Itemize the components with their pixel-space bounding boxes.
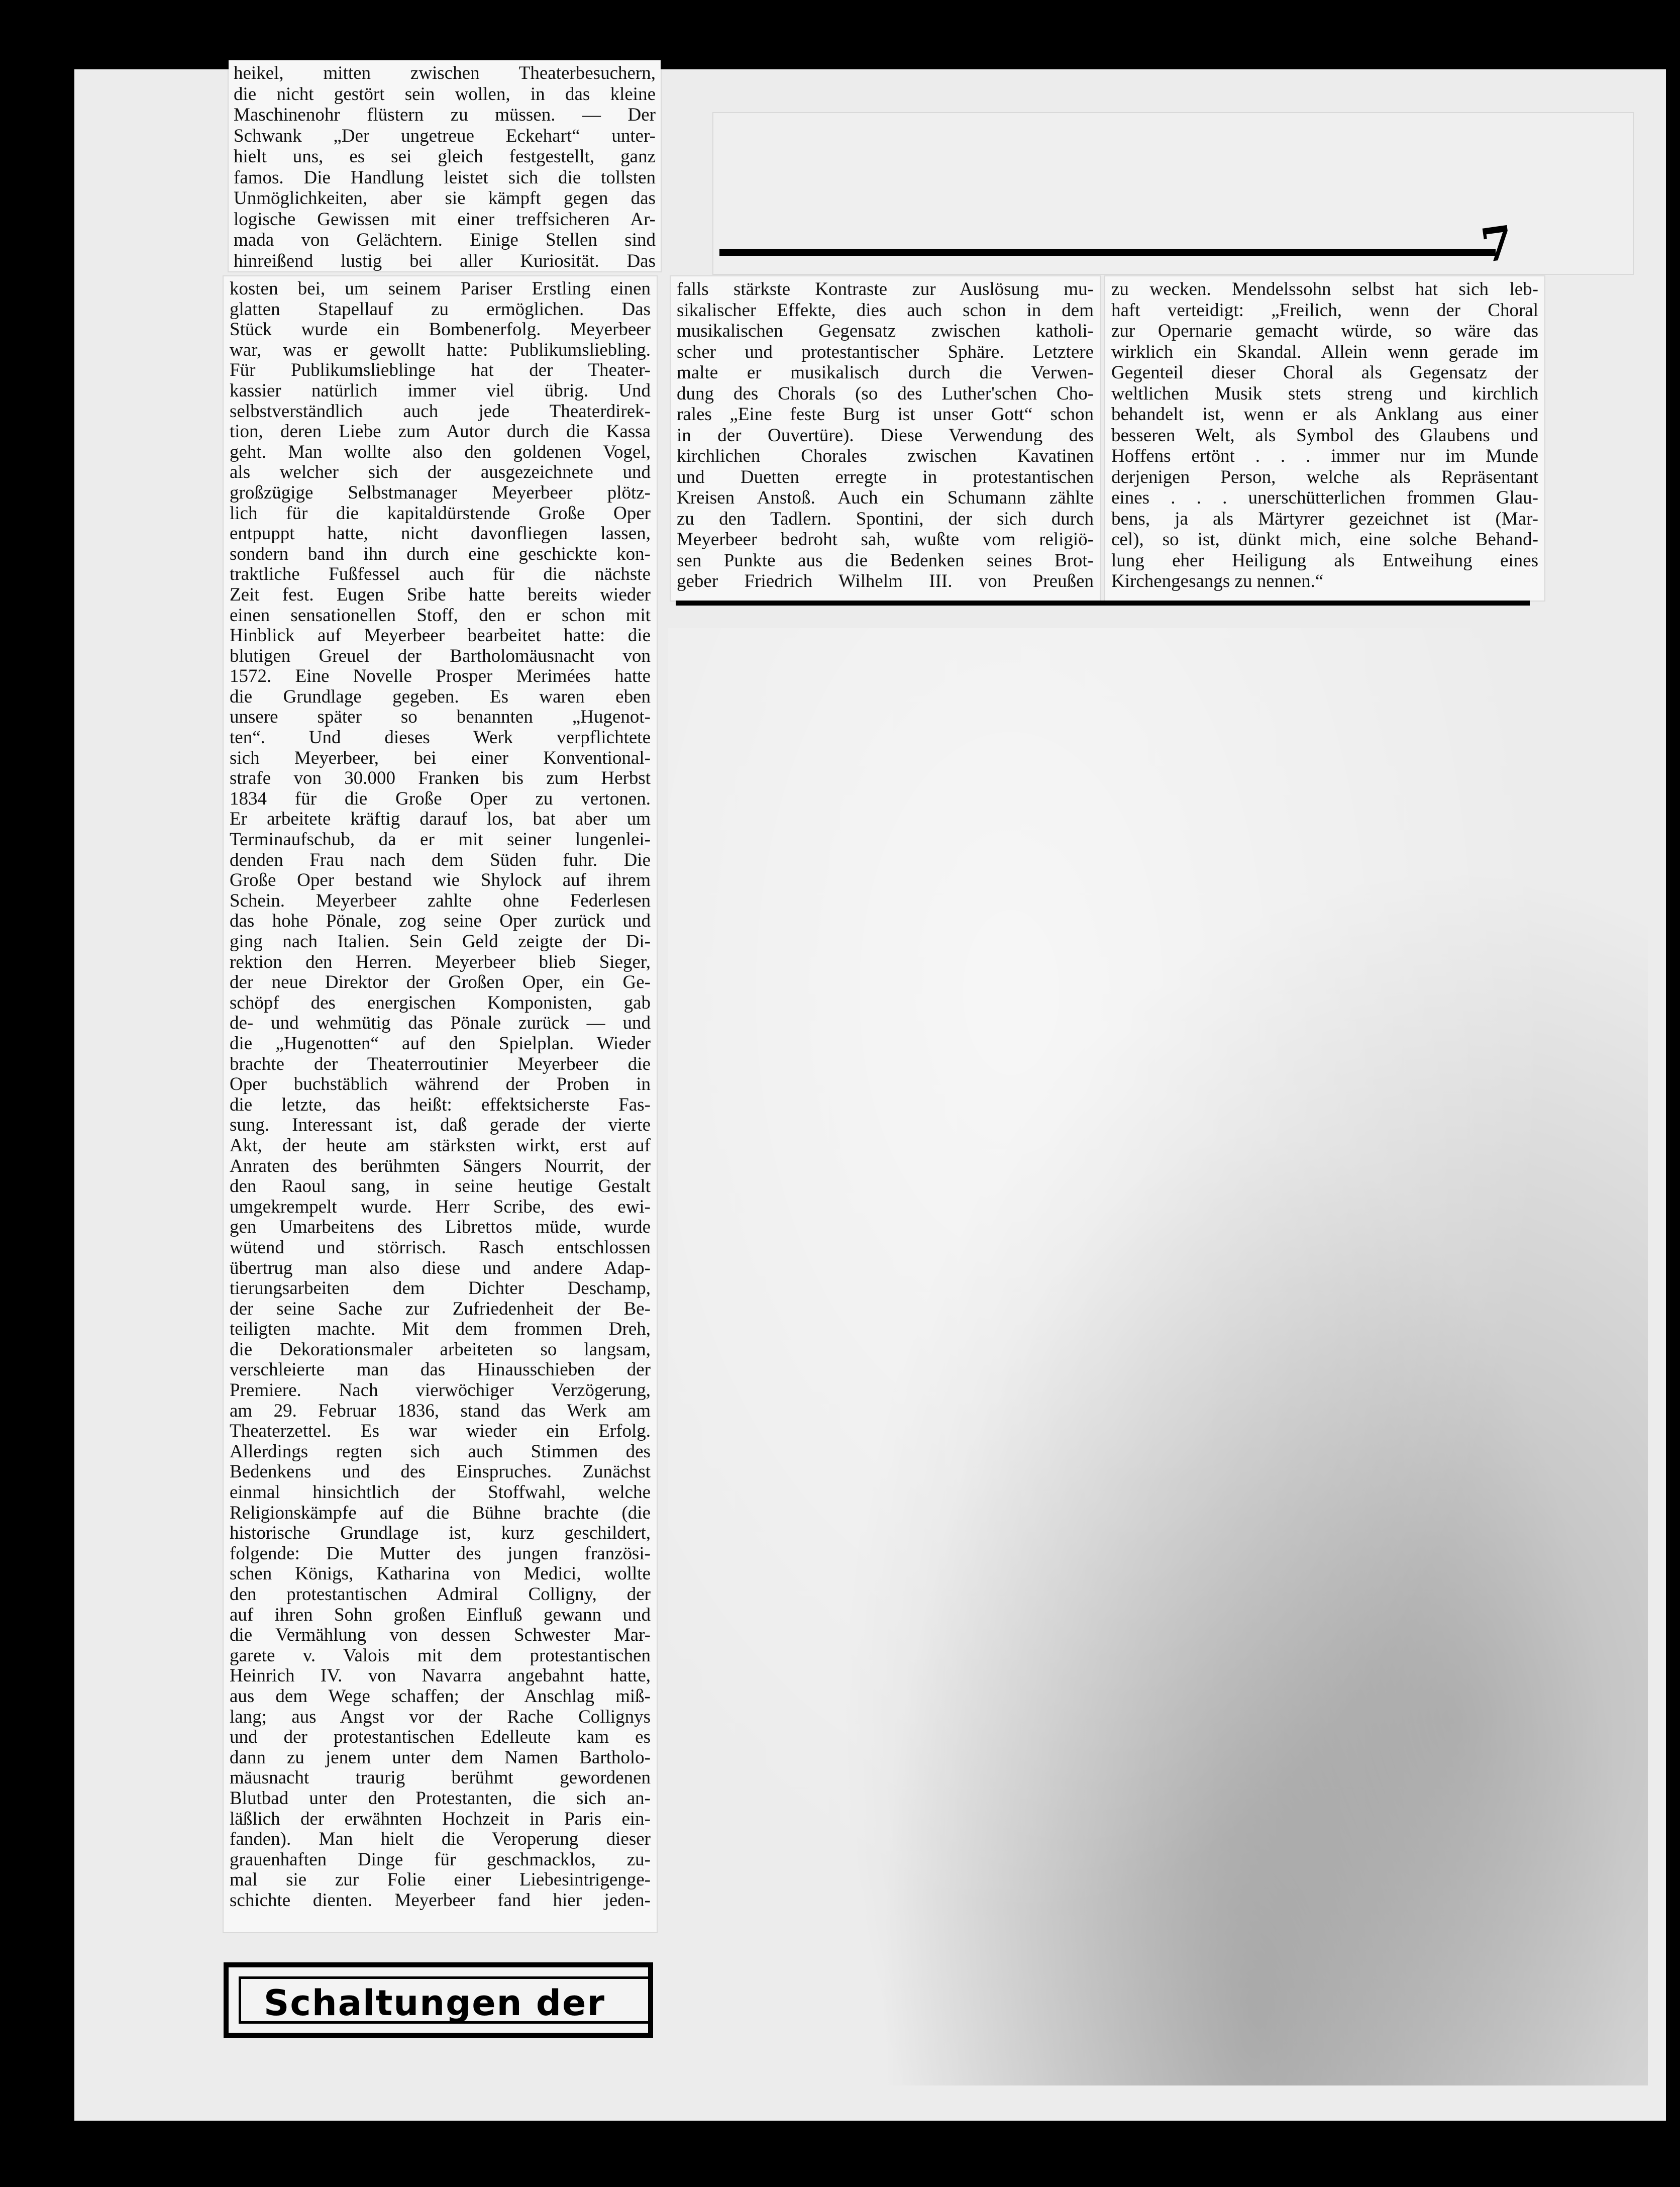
text-line: Zeit fest. Eugen Sribe hatte bereits wieder (230, 584, 651, 605)
text-line: teiligten machte. Mit dem frommen Dreh, (230, 1319, 651, 1340)
text-line: Kirchengesangs zu nennen.“ (1111, 571, 1324, 591)
text-line: wütend und störrisch. Rasch entschlossen (230, 1237, 651, 1258)
text-line: Allerdings regten sich auch Stimmen des (230, 1441, 651, 1462)
text-line: sondern band ihn durch eine geschickte kon- (230, 544, 651, 564)
text-line: Meyerbeer bedroht sah, wußte vom religiö- (677, 529, 1094, 550)
text-line: unsere später so benannten „Hugenot- (230, 707, 651, 728)
text-line: kirchlichen Chorales zwischen Kavatinen (677, 446, 1094, 466)
text-line: dann zu jenem unter dem Namen Bartholo- (230, 1747, 651, 1768)
header-rule (719, 249, 1496, 256)
text-line: schichte dienten. Meyerbeer fand hier jeden- (230, 1890, 651, 1911)
text-line: aus dem Wege schaffen; der Anschlag miß- (230, 1686, 651, 1707)
text-line: geht. Man wollte also den goldenen Vogel, (230, 442, 651, 462)
text-line: läßlich der erwähnten Hochzeit in Paris ein- (230, 1809, 651, 1829)
text-line: Terminaufschub, da er mit seiner lungenlei- (230, 830, 651, 850)
text-line: Für Publikumslieblinge hat der Theater- (230, 360, 651, 381)
article-column-right (1105, 276, 1544, 601)
text-line: hielt uns, es sei gleich festgestellt, ganz (234, 146, 656, 167)
text-line: und der protestantischen Edelleute kam es (230, 1727, 651, 1748)
text-line: kassier natürlich immer viel übrig. Und (230, 380, 651, 401)
text-line: famos. Die Handlung leistet sich die tollsten (234, 167, 656, 188)
text-line: selbstverständlich auch jede Theaterdirek- (230, 401, 651, 422)
column-bottom-rule (676, 601, 1530, 606)
text-line: traktliche Fußfessel auch für die nächste (230, 564, 651, 585)
text-line: gen Umarbeitens des Librettos müde, wurde (230, 1217, 651, 1238)
text-line: großzügige Selbstmanager Meyerbeer plötz- (230, 482, 651, 503)
text-line: tierungsarbeiten dem Dichter Deschamp, (230, 1278, 651, 1299)
text-line: auf ihren Sohn großen Einfluß gewann und (230, 1605, 651, 1625)
text-line: übertrug man also diese und andere Adap- (230, 1258, 651, 1278)
text-line: besseren Welt, als Symbol des Glaubens und (1111, 425, 1538, 446)
text-line: garete v. Valois mit dem protestantischen (230, 1645, 651, 1666)
text-line: und Duetten erregte in protestantischen (677, 466, 1094, 487)
text-line: am 29. Februar 1836, stand das Werk am (230, 1401, 651, 1421)
text-line: denden Frau nach dem Süden fuhr. Die (230, 850, 651, 870)
text-line: die nicht gestört sein wollen, in das kleine (234, 83, 656, 105)
article-column-middle (671, 276, 1100, 601)
text-line: 1834 für die Große Oper zu vertonen. (230, 788, 651, 809)
page-number: 7 (1477, 215, 1517, 273)
text-line: umgekrempelt wurde. Herr Scribe, des ewi- (230, 1197, 651, 1217)
text-line: wirklich ein Skandal. Allein wenn gerade im (1111, 341, 1538, 362)
text-line: in der Ouvertüre). Diese Verwendung des (677, 425, 1094, 446)
text-line: grauenhaften Dinge für geschmacklos, zu- (230, 1849, 651, 1870)
text-line: fanden). Man hielt die Veroperung dieser (230, 1829, 651, 1850)
text-line: einen sensationellen Stoff, den er schon mit (230, 605, 651, 626)
text-line: die „Hugenotten“ auf den Spielplan. Wieder (230, 1033, 651, 1054)
text-line: rektion den Herren. Meyerbeer blieb Sieger, (230, 952, 651, 972)
text-line: Unmöglichkeiten, aber sie kämpft gegen das (234, 188, 656, 209)
text-line: mal sie zur Folie einer Liebesintrigenge- (230, 1870, 651, 1891)
text-line: strafe von 30.000 Franken bis zum Herbst (230, 768, 651, 789)
text-line: Anraten des berühmten Sängers Nourrit, der (230, 1156, 651, 1176)
text-line: musikalischen Gegensatz zwischen katholi- (677, 321, 1094, 341)
text-line: Maschinenohr flüstern zu müssen. — Der (234, 105, 656, 125)
text-line: Oper buchstäblich während der Proben in (230, 1074, 651, 1095)
text-line: war, was er gewollt hatte: Publikumsliebling. (230, 340, 651, 360)
text-line: Bedenkens und des Einspruches. Zunächst (230, 1462, 651, 1482)
text-line: mäusnacht traurig berühmt gewordenen (230, 1768, 651, 1788)
text-line: Kreisen Anstoß. Auch ein Schumann zählte (677, 487, 1094, 508)
text-line: Stück wurde ein Bombenerfolg. Meyerbeer (230, 320, 651, 340)
paper-stain (668, 628, 1648, 2085)
text-line: kosten bei, um seinem Pariser Erstling einen (230, 279, 651, 299)
text-line: Schwank „Der ungetreue Eckehart“ unter- (234, 125, 656, 146)
text-line: die Dekorationsmaler arbeiteten so langsam, (230, 1339, 651, 1360)
text-line: die Grundlage gegeben. Es waren eben (230, 686, 651, 707)
text-line: als welcher sich der ausgezeichnete und (230, 462, 651, 483)
text-line: die Vermählung von dessen Schwester Mar- (230, 1625, 651, 1646)
text-line: bens, ja als Märtyrer gezeichnet ist (Mar- (1111, 508, 1538, 529)
section-banner (224, 1962, 653, 2038)
text-line: Premiere. Nach vierwöchiger Verzögerung, (230, 1380, 651, 1401)
text-line: den Raoul sang, in seine heutige Gestalt (230, 1176, 651, 1197)
text-line: hinreißend lustig bei aller Kuriosität. Das (234, 250, 656, 271)
text-line: mada von Gelächtern. Einige Stellen sind (234, 230, 656, 250)
text-line: verschleierte man das Hinausschieben der (230, 1360, 651, 1380)
text-line: Heinrich IV. von Navarra angebahnt hatte, (230, 1666, 651, 1686)
text-line: lung eher Heiligung als Entweihung eines (1111, 550, 1538, 571)
text-line: Gegenteil dieser Choral als Gegensatz der (1111, 362, 1538, 383)
text-line: ten“. Und dieses Werk verpflichtete (230, 728, 651, 748)
text-line: Schein. Meyerbeer zahlte ohne Federlesen (230, 890, 651, 911)
text-line: zu den Tadlern. Spontini, der sich durch (677, 508, 1094, 529)
text-line: sikalischer Effekte, dies auch schon in dem (677, 300, 1094, 321)
text-line: brachte der Theaterroutinier Meyerbeer die (230, 1054, 651, 1074)
text-line: der seine Sache zur Zufriedenheit der Be- (230, 1299, 651, 1319)
text-line: dung des Chorals (so des Luther'schen Cho- (677, 383, 1094, 404)
text-line: lich für die kapitaldürstende Große Oper (230, 503, 651, 524)
text-line: ging nach Italien. Sein Geld zeigte der Di- (230, 932, 651, 952)
text-line: zur Opernarie gemacht würde, so wäre das (1111, 321, 1538, 341)
text-line: schen Königs, Katharina von Medici, wollte (230, 1564, 651, 1584)
text-line: folgende: Die Mutter des jungen französi- (230, 1543, 651, 1564)
text-line: derjenigen Person, welche als Repräsentant (1111, 466, 1538, 487)
text-line: de- und wehmütig das Pönale zurück — und (230, 1013, 651, 1034)
text-line: schöpf des energischen Komponisten, gab (230, 992, 651, 1013)
text-line: sich Meyerbeer, bei einer Konventional- (230, 748, 651, 768)
text-line: entpuppt hatte, nicht davonfliegen lassen, (230, 524, 651, 544)
top-fragment (229, 60, 661, 271)
text-line: tion, deren Liebe zum Autor durch die Kassa (230, 422, 651, 442)
text-line: Akt, der heute am stärksten wirkt, erst auf (230, 1135, 651, 1156)
article-column-left (224, 276, 657, 1932)
text-line: cel), so ist, dünkt mich, eine solche Behand- (1111, 529, 1538, 550)
text-line: Blutbad unter den Protestanten, die sich an- (230, 1788, 651, 1809)
text-line: blutigen Greuel der Bartholomäusnacht von (230, 646, 651, 666)
text-line: zu wecken. Mendelssohn selbst hat sich leb- (1111, 279, 1538, 300)
text-line: Hinblick auf Meyerbeer bearbeitet hatte: die (230, 626, 651, 646)
text-line: Religionskämpfe auf die Bühne brachte (die (230, 1503, 651, 1523)
text-line: Hoffens ertönt . . . immer nur im Munde (1111, 446, 1538, 466)
text-line: 1572. Eine Novelle Prosper Merimées hatte (230, 666, 651, 687)
text-line: lang; aus Angst vor der Rache Collignys (230, 1707, 651, 1727)
text-line: Große Oper bestand wie Shylock auf ihrem (230, 870, 651, 891)
text-line: falls stärkste Kontraste zur Auslösung mu- (677, 279, 1094, 300)
text-line: haft verteidigt: „Freilich, wenn der Choral (1111, 300, 1538, 321)
text-line: das hohe Pönale, zog seine Oper zurück und (230, 911, 651, 932)
banner-title: Schaltungen der (264, 1982, 605, 2024)
text-line: die letzte, das heißt: effektsicherste Fas- (230, 1095, 651, 1115)
text-line: den protestantischen Admiral Colligny, der (230, 1584, 651, 1605)
text-line: weltlichen Musik stets streng und kirchlich (1111, 383, 1538, 404)
text-line: der neue Direktor der Großen Oper, ein Ge- (230, 972, 651, 993)
text-line: historische Grundlage ist, kurz geschildert, (230, 1523, 651, 1544)
text-line: logische Gewissen mit einer treffsicheren Ar- (234, 209, 656, 230)
text-line: heikel, mitten zwischen Theaterbesuchern, (234, 63, 656, 83)
text-line: Er arbeitete kräftig darauf los, bat aber um (230, 809, 651, 830)
text-line: malte er musikalisch durch die Verwen- (677, 362, 1094, 383)
text-line: scher und protestantischer Sphäre. Letztere (677, 341, 1094, 362)
text-line: glatten Stapellauf zu ermöglichen. Das (230, 299, 651, 320)
text-line: sung. Interessant ist, daß gerade der vierte (230, 1115, 651, 1136)
text-line: einmal hinsichtlich der Stoffwahl, welche (230, 1482, 651, 1503)
text-line: geber Friedrich Wilhelm III. von Preußen (677, 571, 1094, 591)
text-line: sen Punkte aus die Bedenken seines Brot- (677, 550, 1094, 571)
text-line: rales „Eine feste Burg ist unser Gott“ schon (677, 404, 1094, 425)
text-line: eines . . . unerschütterlichen frommen Glau- (1111, 487, 1538, 508)
text-line: behandelt ist, wenn er als Anklang aus einer (1111, 404, 1538, 425)
text-line: Theaterzettel. Es war wieder ein Erfolg. (230, 1421, 651, 1442)
